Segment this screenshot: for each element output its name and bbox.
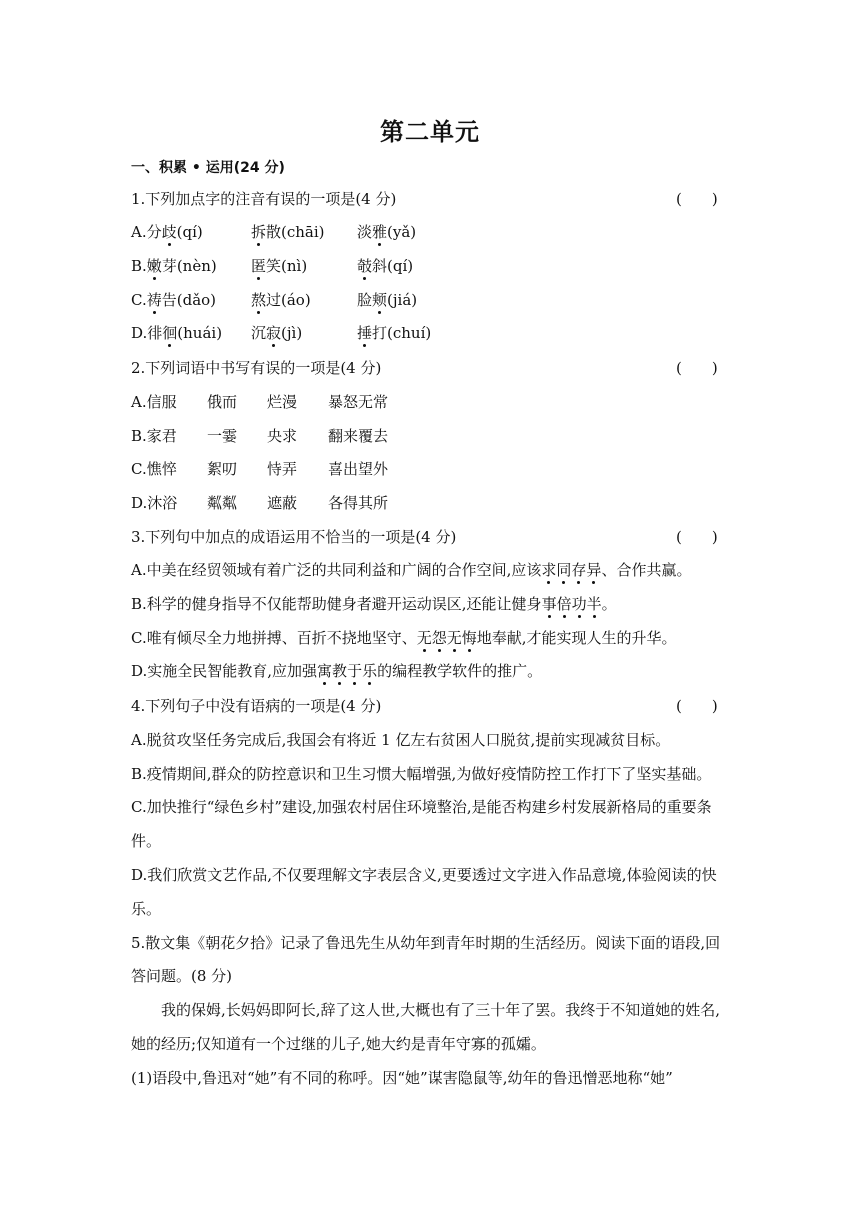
dotted-character: 熬: [251, 291, 267, 309]
question-2-word: 翻来覆去: [328, 427, 389, 445]
passage-line-1: 我的保姆,长妈妈即阿长,辞了这人世,大概也有了三十年了罢。我终于不知道她的姓名,: [161, 1001, 721, 1019]
question-2-word: A.信服: [131, 393, 177, 411]
question-1-option: C.祷告(dǎo): [131, 291, 217, 309]
answer-blank-2: ( ): [676, 359, 718, 377]
question-2-word: 央求: [267, 427, 298, 445]
question-2-word: B.家君: [131, 427, 177, 445]
question-1-option: 脸颊(jiá): [357, 291, 418, 309]
question-3-stem: 3.下列句中加点的成语运用不恰当的一项是(4 分): [131, 528, 457, 546]
question-2-word: 俄而: [207, 393, 238, 411]
dotted-character: 寂: [266, 324, 282, 342]
question-4-option-c: C.加快推行“绿色乡村”建设,加强农村居住环境整治,是能否构建乡村发展新格局的重要条: [131, 798, 712, 816]
question-2-word: 喜出望外: [328, 460, 389, 478]
question-1-option: 淡雅(yǎ): [357, 223, 417, 241]
question-1-option: 熬过(áo): [251, 291, 311, 309]
question-1-stem: 1.下列加点字的注音有误的一项是(4 分): [131, 190, 397, 208]
question-4-option-a: A.脱贫攻坚任务完成后,我国会有将近 1 亿左右贫困人口脱贫,提前实现减贫目标。: [131, 731, 671, 749]
question-1-option: 匿笑(nì): [251, 257, 308, 275]
question-2-word: 一霎: [207, 427, 238, 445]
dotted-character: 嫩: [146, 257, 162, 275]
question-1-option: 沉寂(jì): [251, 324, 303, 342]
question-1-option: B.嫩芽(nèn): [131, 257, 217, 275]
section-heading: 一、积累 • 运用(24 分): [131, 160, 285, 176]
question-2-word: 絮叨: [207, 460, 238, 478]
answer-blank-3: ( ): [676, 528, 718, 546]
dotted-character: 匿: [251, 257, 267, 275]
question-1-option: 攲斜(qí): [357, 257, 414, 275]
question-1-option: D.徘徊(huái): [131, 324, 223, 342]
question-2-word: C.憔悴: [131, 460, 177, 478]
question-3-option-d: D.实施全民智能教育,应加强寓教于乐的编程教学软件的推广。: [131, 662, 543, 680]
question-4-stem: 4.下列句子中没有语病的一项是(4 分): [131, 697, 382, 715]
dotted-idiom: 事倍功半: [541, 595, 602, 613]
question-2-word: 暴怒无常: [328, 393, 389, 411]
question-2-word: 遮蔽: [267, 494, 298, 512]
question-3-option-a: A.中美在经贸领域有着广泛的共同利益和广阔的合作空间,应该求同存异、合作共赢。: [131, 561, 692, 579]
dotted-character: 拆: [251, 223, 267, 241]
dotted-character: 捶: [357, 324, 373, 342]
question-3-option-b: B.科学的健身指导不仅能帮助健身者避开运动误区,还能让健身事倍功半。: [131, 595, 617, 613]
answer-blank-1: ( ): [676, 190, 718, 208]
question-5-stem: 5.散文集《朝花夕拾》记录了鲁迅先生从幼年到青年时期的生活经历。阅读下面的语段,回: [131, 934, 721, 952]
answer-blank-4: ( ): [676, 697, 718, 715]
question-1-option: 拆散(chāi): [251, 223, 325, 241]
question-2-stem: 2.下列词语中书写有误的一项是(4 分): [131, 359, 382, 377]
question-3-option-c: C.唯有倾尽全力地拼搏、百折不挠地坚守、无怨无悔地奉献,才能实现人生的升华。: [131, 629, 677, 647]
unit-title: 第二单元: [380, 118, 480, 146]
question-1-option: 捶打(chuí): [357, 324, 432, 342]
question-2-word: 粼粼: [207, 494, 238, 512]
dotted-character: 徊: [162, 324, 178, 342]
dotted-character: 颊: [372, 291, 388, 309]
dotted-idiom: 无怨无悔: [416, 629, 477, 647]
question-5-stem-cont: 答问题。(8 分): [131, 967, 233, 985]
sub-question-1: (1)语段中,鲁迅对“她”有不同的称呼。因“她”谋害隐鼠等,幼年的鲁迅憎恶地称“她”: [131, 1069, 673, 1087]
dotted-character: 祷: [146, 291, 162, 309]
question-4-option-d: D.我们欣赏文艺作品,不仅要理解文字表层含义,更要透过文字进入作品意境,体验阅读的快: [131, 866, 717, 884]
dotted-character: 攲: [357, 257, 373, 275]
dotted-idiom: 求同存异: [541, 561, 602, 579]
question-2-word: 烂漫: [267, 393, 298, 411]
question-4-option-d-cont: 乐。: [131, 900, 162, 918]
dotted-idiom: 寓教于乐: [317, 662, 378, 680]
dotted-character: 雅: [372, 223, 388, 241]
passage-line-2: 她的经历;仅知道有一个过继的儿子,她大约是青年守寡的孤孀。: [131, 1035, 546, 1053]
question-2-word: 恃弄: [267, 460, 298, 478]
question-4-option-c-cont: 件。: [131, 832, 162, 850]
question-1-option: A.分歧(qí): [131, 223, 203, 241]
question-2-word: 各得其所: [328, 494, 389, 512]
dotted-character: 歧: [161, 223, 177, 241]
question-2-word: D.沐浴: [131, 494, 178, 512]
question-4-option-b: B.疫情期间,群众的防控意识和卫生习惯大幅增强,为做好疫情防控工作打下了坚实基础。: [131, 765, 712, 783]
